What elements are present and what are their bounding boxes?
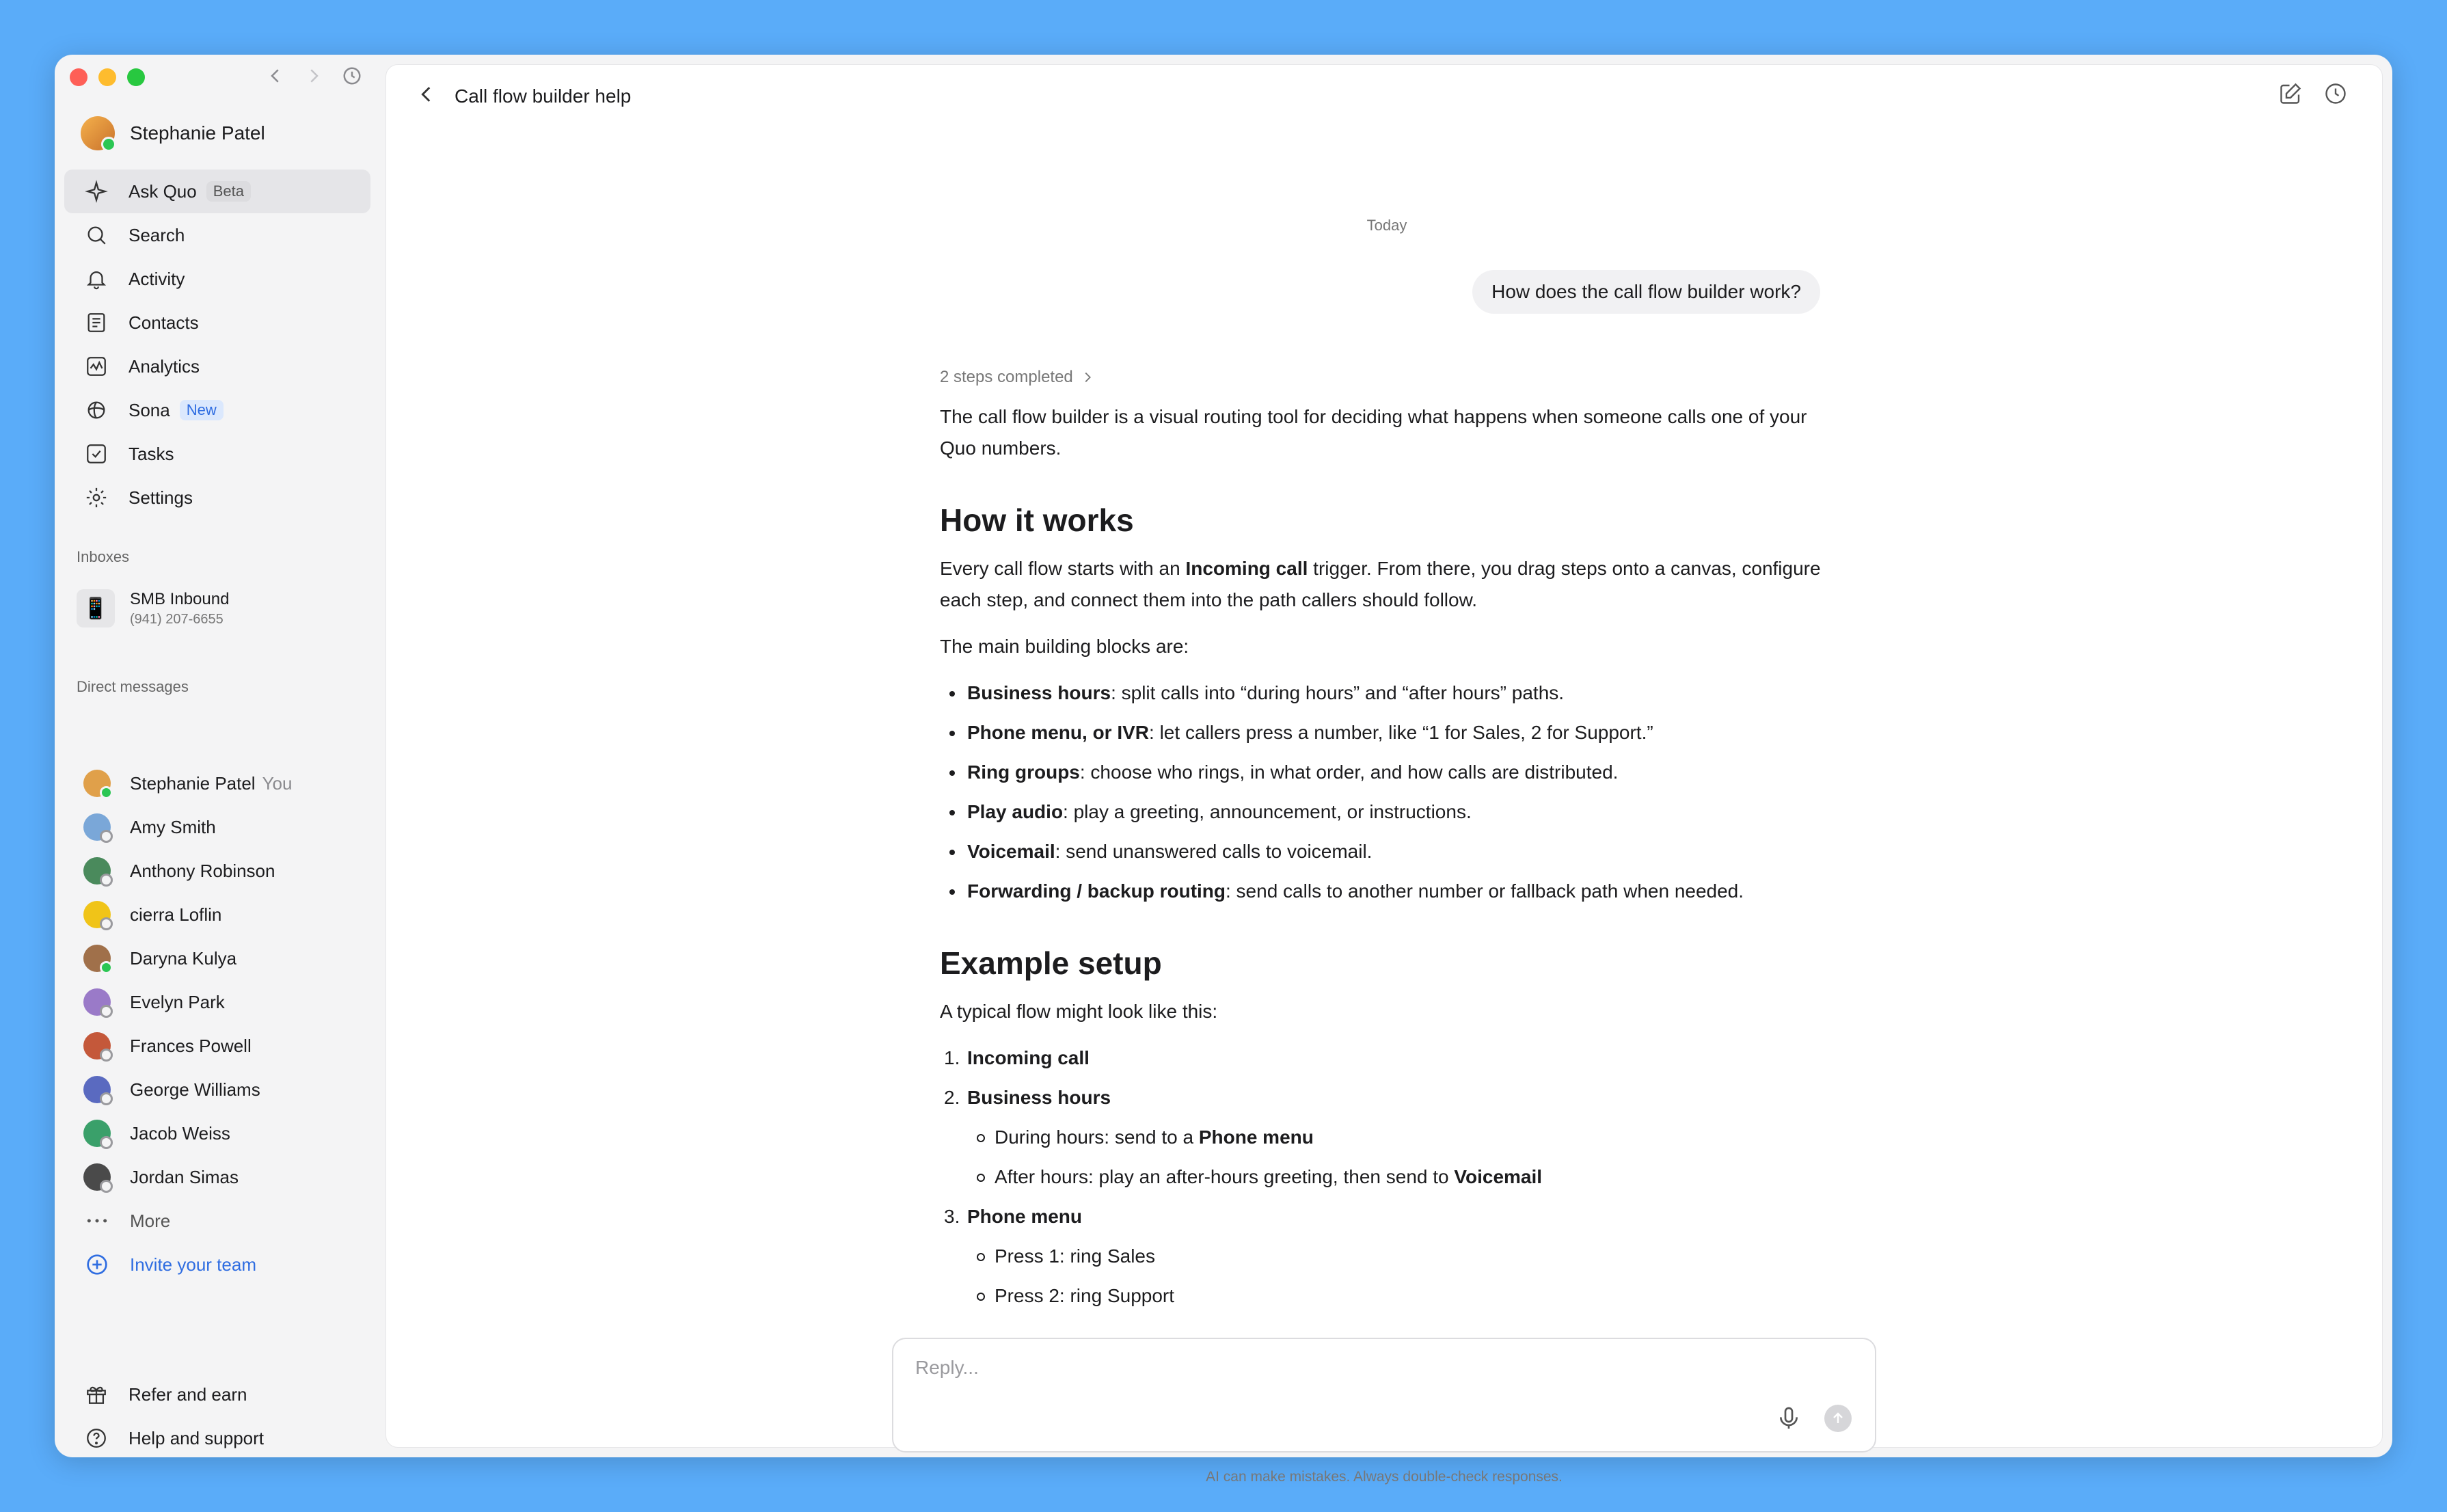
avatar [83, 857, 111, 885]
list-item: Business hours: split calls into “during hours” and “after hours” paths. [940, 677, 1842, 709]
list-item: Phone menu, or IVR: let callers press a number, like “1 for Sales, 2 for Support.” [940, 717, 1842, 748]
microphone-icon[interactable] [1775, 1405, 1802, 1432]
example-setup-heading: Example setup [940, 945, 1162, 981]
sparkle-icon [85, 180, 108, 203]
dm-name: Jordan Simas [130, 1166, 239, 1187]
header-actions [2278, 81, 2348, 106]
dm-cierra-loflin[interactable] [64, 893, 370, 936]
menu-item-sona[interactable] [64, 388, 370, 432]
menu-item-search[interactable] [64, 213, 370, 257]
sub-list-item: Press 1: ring Sales [967, 1241, 1842, 1272]
help-icon [85, 1427, 108, 1450]
window-controls [70, 68, 145, 86]
dm-name: Frances Powell [130, 1035, 252, 1056]
close-window-button[interactable] [70, 68, 87, 86]
reply-input[interactable] [915, 1357, 1804, 1379]
page-title: Call flow builder help [455, 85, 632, 107]
dm-name: Anthony Robinson [130, 860, 275, 881]
example-intro: A typical flow might look like this: [940, 1001, 1218, 1022]
more-button[interactable] [64, 1199, 370, 1243]
sidebar [55, 55, 383, 1457]
reply-composer [892, 1338, 1876, 1453]
dm-name: George Williams [130, 1079, 260, 1100]
sona-icon [85, 399, 108, 422]
help-label: Help and support [129, 1427, 265, 1448]
avatar [83, 1076, 111, 1103]
inboxes-heading: Inboxes [77, 548, 130, 565]
refer-label: Refer and earn [129, 1383, 247, 1405]
dm-amy-smith[interactable] [64, 805, 370, 849]
search-icon [85, 224, 108, 247]
avatar [83, 813, 111, 841]
example-steps-list [940, 1042, 1842, 1312]
sub-list-item: After hours: play an after-hours greeting, then send to Voicemail [967, 1161, 1842, 1193]
list-item: Forwarding / backup routing: send calls to another number or fallback path when needed. [940, 876, 1842, 907]
history-clock-icon[interactable] [342, 66, 362, 86]
dm-anthony-robinson[interactable] [64, 849, 370, 893]
list-item: 3. Phone menu Press 1: ring Sales Press 2: ring Support [940, 1201, 1842, 1312]
dm-name: cierra Loflin [130, 904, 222, 925]
inbox-smb-inbound[interactable] [77, 589, 229, 627]
arrow-up-icon [1830, 1410, 1846, 1427]
menu-label: Analytics [129, 355, 200, 377]
dm-name: Daryna Kulya [130, 947, 237, 969]
sub-list-item: Press 2: ring Support [967, 1280, 1842, 1312]
dm-jordan-simas[interactable] [64, 1155, 370, 1199]
dm-name: Stephanie Patel [130, 772, 256, 794]
list-item: 1. Incoming call [944, 1047, 1090, 1068]
history-clock-icon[interactable] [2323, 81, 2348, 106]
invite-label: Invite your team [130, 1254, 256, 1275]
inbox-name: SMB Inbound [130, 589, 230, 608]
new-chat-icon[interactable] [2278, 81, 2303, 106]
sub-list-item: During hours: send to a Phone menu [967, 1122, 1842, 1153]
menu-item-contacts[interactable] [64, 301, 370, 345]
bell-icon [85, 267, 108, 291]
beta-badge: Beta [206, 181, 251, 202]
steps-label: 2 steps completed [940, 368, 1073, 386]
menu-label: Ask Quo [129, 180, 197, 202]
contacts-icon [85, 311, 108, 334]
help-and-support-link[interactable] [64, 1416, 370, 1460]
menu-item-tasks[interactable] [64, 432, 370, 476]
inbox-phone: (941) 207-6655 [130, 611, 224, 627]
tasks-icon [85, 442, 108, 465]
menu-label: Tasks [129, 443, 174, 464]
send-button[interactable] [1824, 1405, 1852, 1432]
dm-name: Amy Smith [130, 816, 216, 837]
direct-messages-heading: Direct messages [77, 678, 189, 695]
list-item: Play audio: play a greeting, announcement, or instructions. [940, 796, 1842, 828]
menu-label: Settings [129, 487, 193, 508]
user-name: Stephanie Patel [130, 122, 265, 144]
avatar [83, 945, 111, 972]
chevron-left-icon[interactable] [265, 66, 286, 86]
avatar [83, 1032, 111, 1059]
menu-label: Search [129, 224, 185, 245]
more-label: More [130, 1210, 171, 1231]
ai-disclaimer: AI can make mistakes. Always double-check responses. [1206, 1469, 1563, 1485]
list-item: 2. Business hours During hours: send to a Phone menu After hours: play an after-hours greeting, then send to Voicemail [940, 1082, 1842, 1193]
refer-and-earn-link[interactable] [64, 1373, 370, 1416]
avatar [83, 988, 111, 1016]
app-window [55, 55, 2392, 1485]
minimize-window-button[interactable] [98, 68, 116, 86]
more-dots-icon [83, 1207, 111, 1234]
user-profile[interactable] [81, 116, 265, 150]
menu-label: Contacts [129, 312, 199, 333]
history-nav [265, 66, 362, 86]
menu-item-ask-quo[interactable] [64, 170, 370, 213]
dm-stephanie-patel[interactable] [64, 761, 370, 805]
avatar [83, 770, 111, 797]
gear-icon [85, 486, 108, 509]
main-menu [64, 170, 370, 519]
chat-thread[interactable] [918, 65, 1856, 1316]
menu-item-analytics[interactable] [64, 345, 370, 388]
analytics-icon [85, 355, 108, 378]
sidebar-footer [64, 1373, 370, 1460]
avatar [83, 1163, 111, 1191]
blocks-intro: The main building blocks are: [940, 636, 1189, 657]
main-panel [386, 64, 2383, 1485]
new-badge: New [180, 400, 224, 420]
you-label: You [262, 772, 293, 794]
dm-name: Jacob Weiss [130, 1122, 230, 1144]
date-separator: Today [1366, 217, 1407, 234]
dm-jacob-weiss[interactable] [64, 1111, 370, 1155]
menu-item-settings[interactable] [64, 476, 370, 519]
direct-messages-list [64, 761, 370, 1286]
gift-icon [85, 1383, 108, 1406]
avatar [83, 901, 111, 928]
menu-label: Activity [129, 268, 185, 289]
chevron-right-icon [1080, 370, 1095, 385]
invite-team-button[interactable] [64, 1243, 370, 1286]
list-item: Voicemail: send unanswered calls to voicemail. [940, 836, 1842, 867]
chevron-right-icon[interactable] [303, 66, 324, 86]
dm-daryna-kulya[interactable] [64, 936, 370, 980]
user-message: How does the call flow builder work? [1472, 270, 1820, 314]
phone-icon: 📱 [77, 589, 115, 627]
dm-frances-powell[interactable] [64, 1024, 370, 1068]
how-it-works-heading: How it works [940, 502, 1134, 538]
avatar [83, 1120, 111, 1147]
menu-item-activity[interactable] [64, 257, 370, 301]
intro-paragraph: The call flow builder is a visual routing tool for deciding what happens when someone calls one of your Quo numbers. [940, 406, 1807, 459]
dm-evelyn-park[interactable] [64, 980, 370, 1024]
plus-circle-icon [83, 1251, 111, 1278]
dm-name: Evelyn Park [130, 991, 225, 1012]
assistant-message [940, 362, 1842, 1320]
menu-label: Sona [129, 399, 170, 420]
list-item: Ring groups: choose who rings, in what order, and how calls are distributed. [940, 757, 1842, 788]
dm-george-williams[interactable] [64, 1068, 370, 1111]
building-blocks-list [940, 677, 1842, 907]
steps-completed-toggle[interactable] [940, 362, 1842, 393]
back-arrow-icon[interactable] [415, 83, 438, 106]
how-paragraph: Every call flow starts with an Incoming call trigger. From there, you drag steps onto a canvas, configure each step, and connect them into the path callers should follow. [940, 558, 1821, 610]
zoom-window-button[interactable] [127, 68, 145, 86]
avatar [81, 116, 115, 150]
